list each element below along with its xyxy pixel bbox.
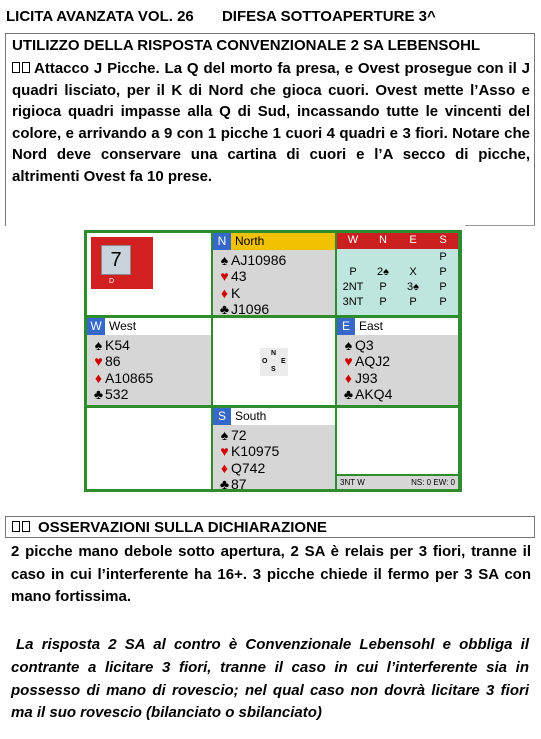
west-diamonds: A10865	[105, 369, 154, 386]
north-pos-badge: N	[213, 233, 231, 250]
heart-icon: ♥	[344, 353, 353, 370]
west-name: West	[109, 319, 137, 333]
compass-n: N	[271, 350, 277, 357]
observations-title	[12, 519, 327, 536]
west-pos-badge: W	[87, 318, 105, 335]
empty-cell	[87, 408, 211, 489]
observations-title-text: OSSERVAZIONI SULLA DICHIARAZIONE	[38, 519, 327, 536]
intro-subtitle: UTILIZZO DELLA RISPOSTA CONVENZIONALE 2 SA LEBENSOHL	[12, 37, 481, 54]
south-diamonds: Q742	[231, 459, 266, 476]
east-header	[337, 318, 458, 335]
north-hearts: 43	[231, 268, 247, 285]
page-header	[6, 8, 534, 25]
hand-west	[87, 318, 211, 405]
south-clubs: 87	[231, 476, 247, 493]
board-number: 7	[101, 245, 131, 275]
south-pos-badge: S	[213, 408, 231, 425]
compass-icon	[260, 348, 288, 376]
east-clubs: AKQ4	[355, 386, 393, 403]
south-name: South	[235, 409, 267, 423]
north-spades: AJ10986	[231, 252, 287, 268]
north-diamonds: K	[231, 284, 241, 301]
club-icon: ♣	[219, 476, 230, 493]
auction-call: 2NT	[342, 281, 364, 293]
auction-call: P	[439, 281, 447, 293]
west-spades: K54	[105, 337, 130, 353]
auction-call: P	[439, 251, 447, 263]
diamond-icon: ♦	[220, 459, 229, 476]
table-center	[213, 318, 335, 405]
club-icon: ♣	[93, 386, 104, 403]
auction-col-w: W	[347, 234, 359, 246]
west-header	[87, 318, 211, 335]
dealer-label: D	[109, 278, 115, 285]
compass-s: S	[271, 366, 276, 373]
intro-text: Attacco J Picche. La Q del morto fa presa, e Ovest prosegue con il J quadri lisciato, per il K di Nord che gioca cuori. Ovest mette l’Asso e rigioca quadri impasse alla Q di Sud, incassando tutte le vincenti del colore, e arrivando a 9 con 1 picche 1 cuori 4 quadri e 3 fiori. Notare che Nord deve conservare una cartina di cuori e l’A secco di picche, altrimenti Ovest fa 10 prese.	[12, 60, 530, 185]
auction-call: X	[409, 266, 417, 278]
bridge-diagram	[84, 230, 462, 492]
north-name: North	[235, 234, 265, 248]
east-pos-badge: E	[337, 318, 355, 335]
header-volume: LICITA AVANZATA VOL. 26	[6, 8, 194, 25]
auction-call: P	[379, 296, 387, 308]
spade-icon: ♠	[344, 337, 353, 353]
heart-icon: ♥	[94, 353, 103, 370]
observations-header	[5, 516, 535, 538]
compass-o: O	[262, 358, 268, 365]
board-number-cell	[87, 233, 211, 315]
east-name: East	[359, 319, 384, 333]
auction-col-n: N	[379, 234, 387, 246]
east-diamonds: J93	[355, 369, 378, 386]
hand-south	[213, 408, 335, 493]
hand-east	[337, 318, 458, 405]
diamond-icon: ♦	[94, 369, 103, 386]
auction-call: P	[349, 266, 357, 278]
heart-icon: ♥	[220, 443, 229, 460]
auction-call: P	[409, 296, 417, 308]
south-spades: 72	[231, 427, 247, 443]
auction-call: P	[379, 281, 387, 293]
east-spades: Q3	[355, 337, 374, 353]
east-hearts: AQJ2	[355, 353, 391, 370]
dealer-indicator	[91, 237, 153, 289]
club-icon: ♣	[343, 386, 354, 403]
west-suits	[87, 335, 211, 403]
spade-icon: ♠	[220, 252, 229, 268]
spade-icon: ♠	[94, 337, 103, 353]
heart-icon: ♥	[220, 268, 229, 285]
divider-line	[465, 225, 535, 226]
auction-call: 3NT	[342, 296, 364, 308]
west-clubs: 532	[105, 386, 129, 403]
south-header	[213, 408, 335, 425]
score-label: NS: 0 EW: 0	[411, 478, 455, 487]
book-icon	[12, 521, 30, 533]
intro-paragraph	[12, 58, 530, 188]
south-suits	[213, 425, 335, 493]
compass-e: E	[281, 358, 286, 365]
result-footer	[337, 476, 458, 489]
hand-north	[213, 233, 335, 318]
empty-cell	[337, 408, 458, 474]
spade-icon: ♠	[220, 427, 229, 443]
observations-paragraph-2: La risposta 2 SA al contro è Convenzionale Lebensohl e obbliga il contrante a licitare 3 fiori, tranne il caso in cui l’interferente sia in possesso di mano di rovescio; nel qual caso non dovrà licitare 3 fiori ma il suo rovescio (bilanciato o sbilanciato)	[11, 636, 529, 722]
west-hearts: 86	[105, 353, 121, 370]
intro-box	[5, 33, 535, 226]
diamond-icon: ♦	[344, 369, 353, 386]
diamond-icon: ♦	[220, 284, 229, 301]
club-icon: ♣	[219, 301, 230, 318]
auction-header	[337, 233, 458, 249]
auction-call: P	[439, 296, 447, 308]
north-suits	[213, 250, 335, 318]
auction-col-e: E	[409, 234, 417, 246]
east-suits	[337, 335, 458, 403]
auction-call: P	[439, 266, 447, 278]
auction-call: 2♠	[377, 266, 389, 278]
auction-call: 3♠	[407, 281, 419, 293]
header-section: DIFESA SOTTOAPERTURE 3^	[221, 8, 436, 25]
north-clubs: J1096	[231, 301, 270, 318]
contract-label: 3NT W	[340, 478, 365, 487]
book-icon	[12, 62, 30, 74]
observations-paragraph-1: 2 picche mano debole sotto apertura, 2 SA è relais per 3 fiori, tranne il caso in cui l’interferente ha 16+. 3 picche chiede il fermo per 3 SA con mano fortissima.	[11, 543, 531, 605]
auction-col-s: S	[439, 234, 447, 246]
south-hearts: K10975	[231, 443, 280, 460]
north-header	[213, 233, 335, 250]
auction-box	[337, 233, 458, 315]
